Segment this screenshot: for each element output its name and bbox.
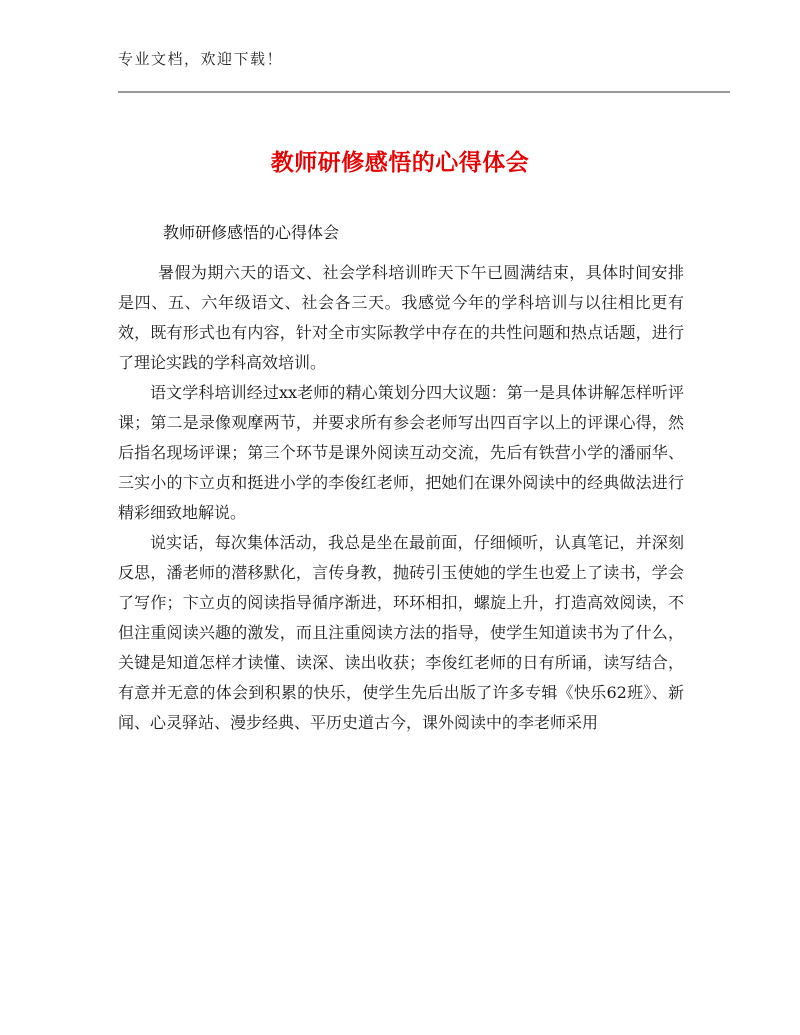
document-title: 教师研修感悟的心得体会: [270, 150, 530, 176]
paragraph-3: 说实话，每次集体活动，我总是坐在最前面，仔细倾听，认真笔记，并深刻反思，潘老师的潜移默化，言传身教，抛砖引玉使她的学生也爱上了读书，学会了写作；卞立贞的阅读指导循序渐进，环环相扣，螺旋上升，打造高效阅读，不但注重阅读兴趣的激发，而且注重阅读方法的指导，使学生知道读书为了什么，关键是知道怎样才读懂、读深、读出收获；李俊红老师的日有所诵，读写结合，有意并无意的体会到积累的快乐，使学生先后出版了许多专辑《快乐62班》、新闻、心灵驿站、漫步经典、平历史道古今，课外阅读中的李老师采用: [118, 533, 684, 732]
header-divider: [118, 91, 730, 93]
document-subtitle: 教师研修感悟的心得体会: [163, 223, 340, 242]
paragraph-2: 语文学科培训经过xx老师的精心策划分四大议题：第一是具体讲解怎样听评课；第二是录像观摩两节，并要求所有参会老师写出四百字以上的评课心得，然后指名现场评课；第三个环节是课外阅读互动交流，先后有铁营小学的潘丽华、三实小的卞立贞和挺进小学的李俊红老师，把她们在课外阅读中的经典做法进行精彩细致地解说。: [118, 383, 684, 522]
paragraph-1: 暑假为期六天的语文、社会学科培训昨天下午已圆满结束，具体时间安排是四、五、六年级语文、社会各三天。我感觉今年的学科培训与以往相比更有效，既有形式也有内容，针对全市实际教学中存在的共性问题和热点话题，进行了理论实践的学科高效培训。: [118, 263, 684, 372]
document-body: [118, 258, 684, 738]
page-header-text: 专业文档，欢迎下载！: [118, 50, 284, 68]
